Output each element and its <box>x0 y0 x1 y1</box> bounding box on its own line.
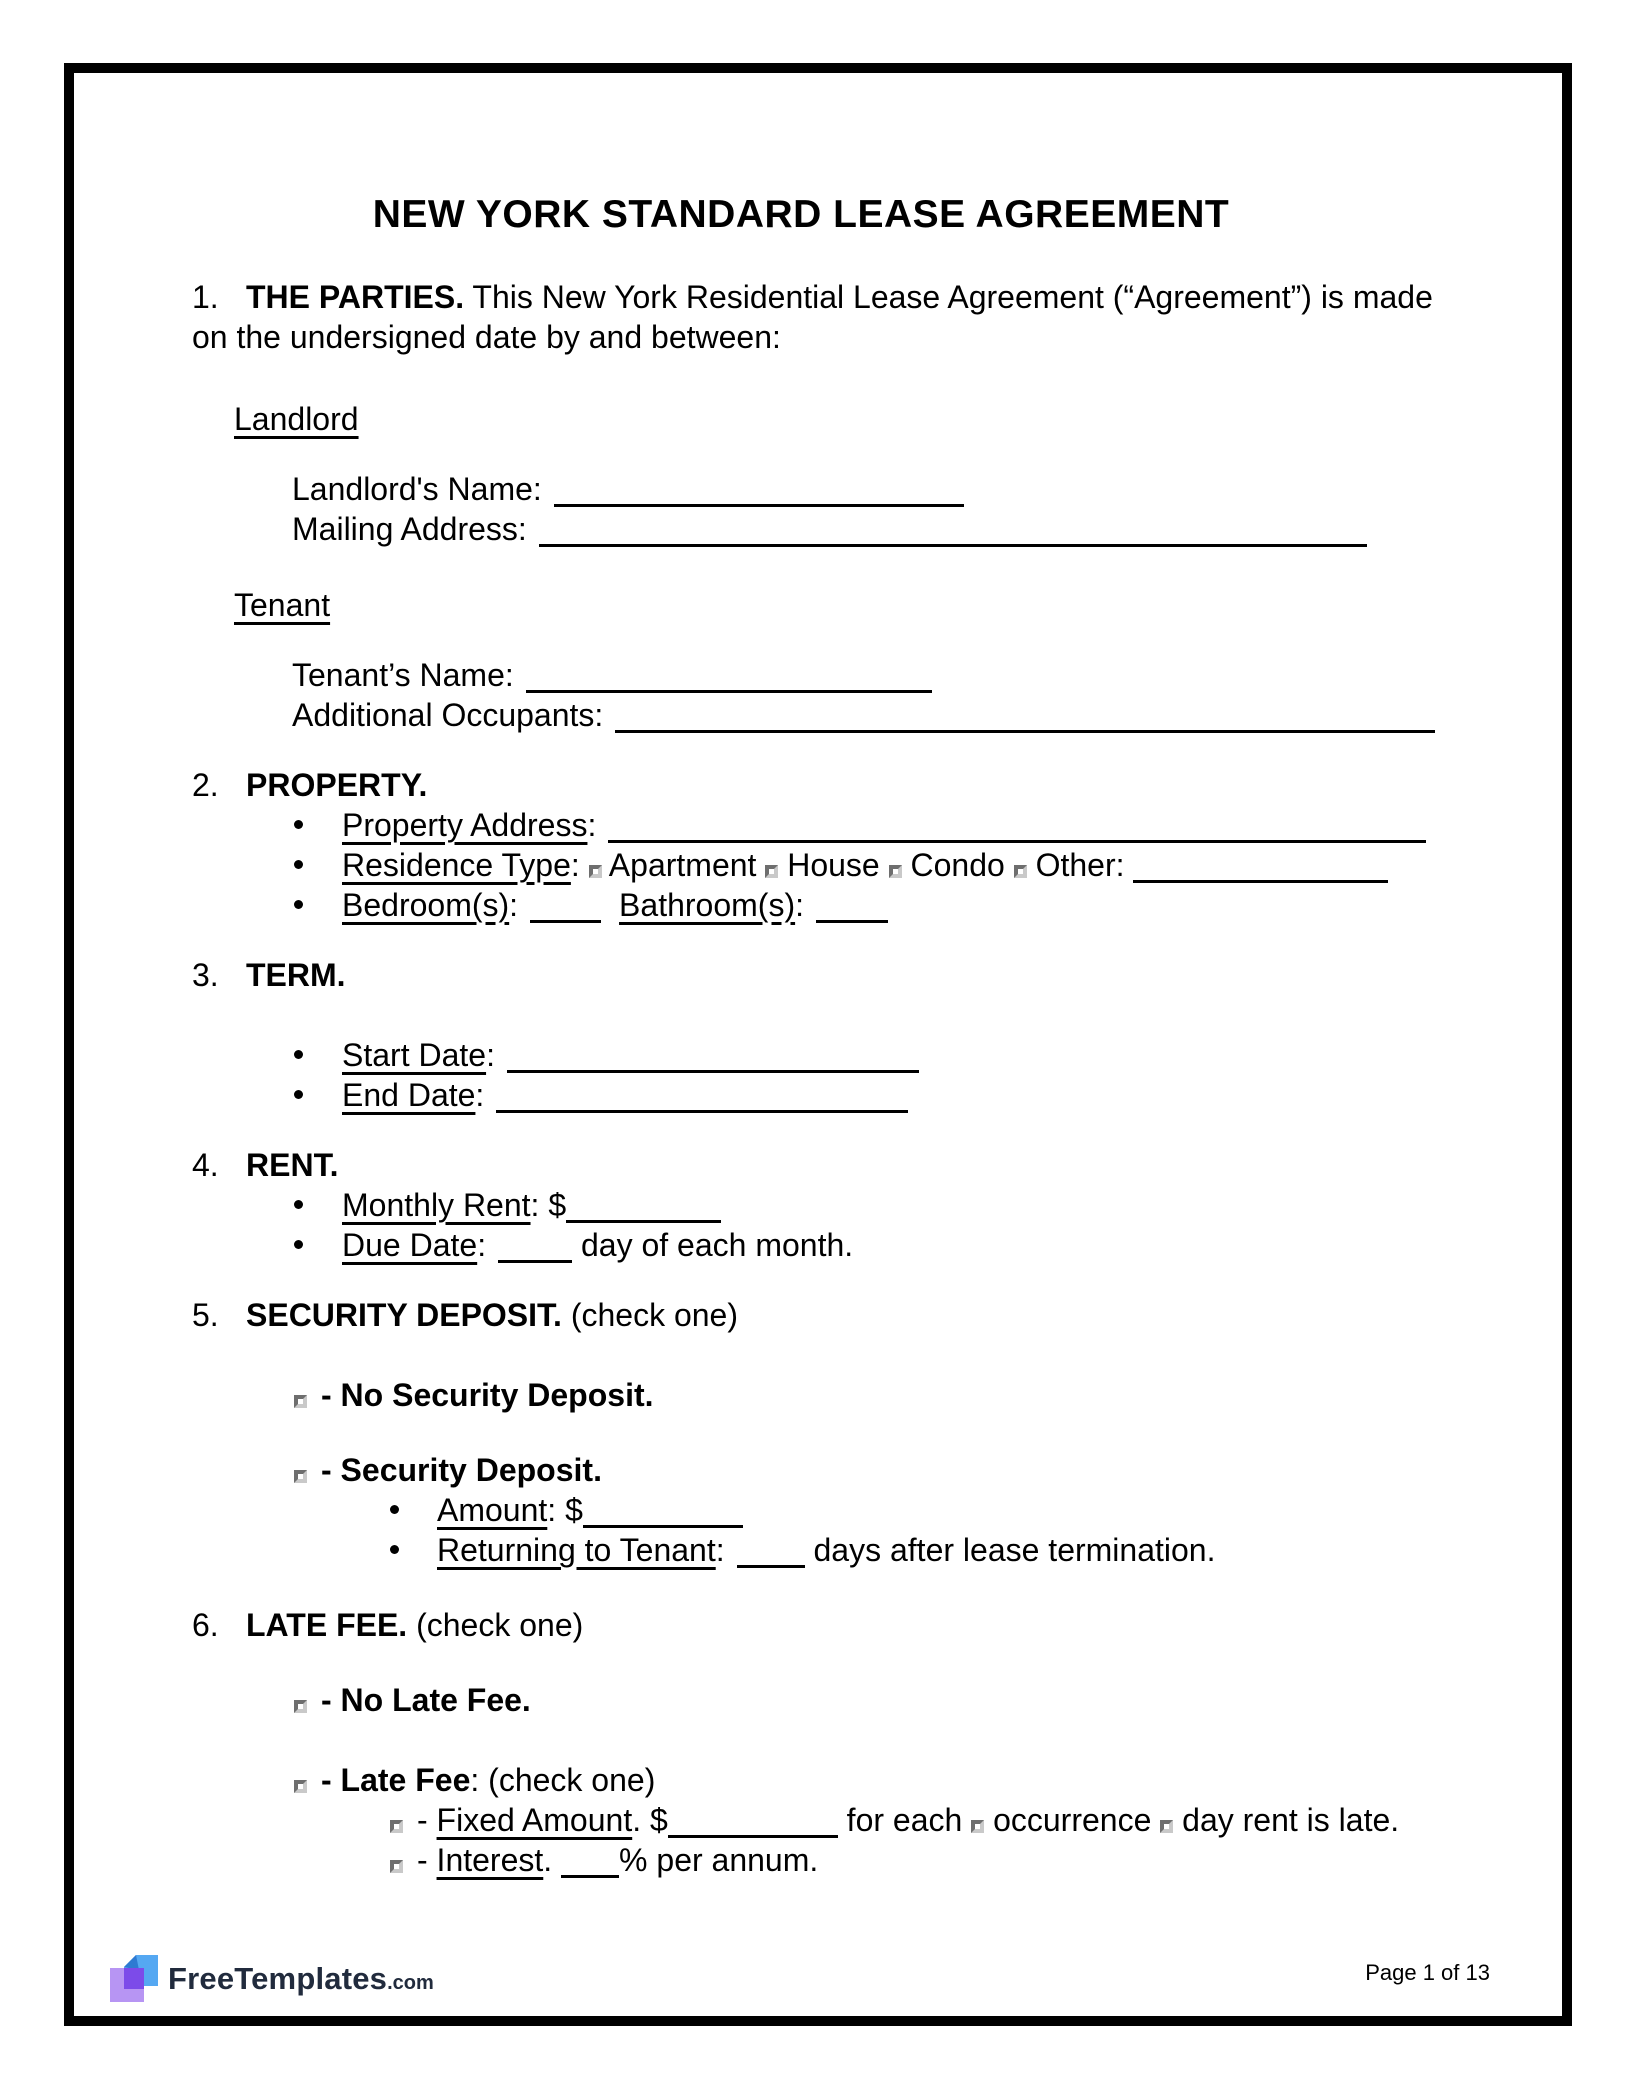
bedrooms-bathrooms-row <box>294 885 1472 925</box>
due-date-blank <box>498 1231 572 1263</box>
colon: : <box>530 1187 540 1223</box>
fixed-amount-label: Fixed Amount <box>436 1802 633 1838</box>
late-fee-note: : (check one) <box>470 1762 656 1798</box>
house-option-label: House <box>778 847 889 883</box>
interest-mid: . <box>543 1842 562 1878</box>
bullet-icon <box>294 860 303 869</box>
landlord-name-row <box>292 469 1472 509</box>
security-deposit-checkbox-icon <box>294 1470 307 1483</box>
section-2-heading: PROPERTY. <box>246 767 428 803</box>
section-3-heading-row <box>192 955 1472 995</box>
no-late-fee-label: - No Late Fee. <box>321 1682 531 1718</box>
start-date-label: Start Date <box>342 1037 487 1073</box>
no-security-deposit-row <box>294 1375 1472 1415</box>
bullet-icon <box>390 1545 399 1554</box>
due-date-row <box>294 1225 1472 1265</box>
landlord-fields <box>292 469 1472 549</box>
tenant-name-blank <box>526 661 932 693</box>
start-date-row <box>294 1035 1472 1075</box>
bullet-icon <box>294 900 303 909</box>
dash: - <box>417 1802 437 1838</box>
colon: : <box>587 807 597 843</box>
logo-brand-text: FreeTemplates <box>168 1960 388 1996</box>
section-4-heading: RENT. <box>246 1147 339 1183</box>
section-5-number: 5. <box>192 1297 219 1333</box>
occurrence-label: occurrence <box>984 1802 1161 1838</box>
logo-overlap-square <box>124 1968 144 1989</box>
section-2-heading-row <box>192 765 1472 805</box>
additional-occupants-blank <box>615 701 1435 733</box>
tenant-subheading: Tenant <box>234 587 331 623</box>
document-title: NEW YORK STANDARD LEASE AGREEMENT <box>372 193 1230 236</box>
additional-occupants-row <box>292 695 1472 735</box>
no-late-fee-row <box>294 1680 1472 1720</box>
page-number: Page 1 of 13 <box>1365 1960 1490 1985</box>
section-6-heading-row <box>192 1605 1472 1645</box>
bullet-icon <box>294 1090 303 1099</box>
apartment-option-label: Apartment <box>601 847 766 883</box>
colon: : <box>547 1492 557 1528</box>
dash: - <box>417 1842 437 1878</box>
section-1-paragraph <box>192 277 1472 357</box>
day-rent-label: day rent is late. <box>1173 1802 1400 1838</box>
section-5-heading-row <box>192 1295 1472 1335</box>
section-3-number: 3. <box>192 957 219 993</box>
section-5-note: (check one) <box>561 1297 738 1333</box>
section-5-heading: SECURITY DEPOSIT. <box>246 1297 562 1333</box>
section-4-number: 4. <box>192 1147 219 1183</box>
section-2-number: 2. <box>192 767 219 803</box>
bullet-icon <box>294 1200 303 1209</box>
tenant-name-label: Tenant’s Name: <box>292 657 514 693</box>
property-address-row <box>294 805 1472 845</box>
colon: : <box>795 887 804 923</box>
deposit-amount-row <box>390 1490 1472 1530</box>
due-date-suffix: day of each month. <box>572 1227 854 1263</box>
section-1-number: 1. <box>192 279 219 315</box>
deposit-amount-blank <box>583 1496 743 1528</box>
returning-suffix: days after lease termination. <box>804 1532 1216 1568</box>
apartment-checkbox-icon <box>589 865 602 878</box>
deposit-amount-label: Amount <box>437 1492 548 1528</box>
bedrooms-label: Bedroom(s) <box>342 887 510 923</box>
section-1-heading: THE PARTIES. <box>246 279 465 315</box>
bullet-icon <box>294 1240 303 1249</box>
returning-to-tenant-row <box>390 1530 1472 1570</box>
colon: : <box>477 1227 487 1263</box>
other-checkbox-icon <box>1014 865 1027 878</box>
section-6-heading: LATE FEE. <box>246 1607 408 1643</box>
start-date-blank <box>507 1041 919 1073</box>
residence-type-label: Residence Type <box>342 847 571 883</box>
security-deposit-label: - Security Deposit. <box>321 1452 602 1488</box>
end-date-blank <box>496 1081 908 1113</box>
mailing-address-label: Mailing Address: <box>292 511 527 547</box>
other-blank <box>1133 851 1388 883</box>
bullet-icon <box>294 1050 303 1059</box>
fixed-amount-blank <box>668 1806 838 1838</box>
condo-option-label: Condo <box>901 847 1014 883</box>
bullet-icon <box>294 820 303 829</box>
late-fee-label: - Late Fee <box>321 1762 471 1798</box>
bathrooms-label: Bathroom(s) <box>619 887 796 923</box>
fixed-amount-checkbox-icon <box>390 1820 403 1833</box>
logo-tld-text: .com <box>387 1971 434 1994</box>
section-6-number: 6. <box>192 1607 219 1643</box>
interest-label: Interest <box>436 1842 544 1878</box>
mailing-address-row <box>292 509 1472 549</box>
colon: : <box>486 1037 495 1073</box>
monthly-rent-label: Monthly Rent <box>342 1187 531 1223</box>
tenant-name-row <box>292 655 1472 695</box>
colon: : <box>509 887 519 923</box>
late-fee-row <box>294 1760 1472 1800</box>
term-bullets <box>192 1035 1472 1115</box>
no-security-deposit-label: - No Security Deposit. <box>321 1377 654 1413</box>
mailing-address-blank <box>539 515 1367 547</box>
security-deposit-row <box>294 1450 1472 1490</box>
fixed-amount-row <box>390 1800 1472 1840</box>
no-late-fee-checkbox-icon <box>294 1700 307 1713</box>
end-date-label: End Date <box>342 1077 476 1113</box>
late-fee-checkbox-icon <box>294 1780 307 1793</box>
section-3-heading: TERM. <box>246 957 346 993</box>
bedrooms-blank <box>530 891 601 923</box>
additional-occupants-label: Additional Occupants: <box>292 697 604 733</box>
document-content <box>192 73 1472 1880</box>
section-6-note: (check one) <box>407 1607 584 1643</box>
end-date-row <box>294 1075 1472 1115</box>
interest-row <box>390 1840 1472 1880</box>
occurrence-checkbox-icon <box>971 1820 984 1833</box>
dollar-sign: $ <box>649 1802 668 1838</box>
interest-checkbox-icon <box>390 1860 403 1873</box>
landlord-name-label: Landlord's Name: <box>292 471 542 507</box>
dollar-sign: $ <box>548 1187 567 1223</box>
section-1-body: This New York Residential Lease Agreement (“Agreement”) is made on the undersigned date by and between: <box>192 279 1433 355</box>
condo-checkbox-icon <box>889 865 902 878</box>
property-address-blank <box>608 811 1426 843</box>
bullet-icon <box>390 1505 399 1514</box>
freetemplates-logo-icon <box>110 1955 158 2002</box>
residence-type-row <box>294 845 1472 885</box>
colon: : <box>475 1077 485 1113</box>
no-security-deposit-checkbox-icon <box>294 1395 307 1408</box>
interest-suffix: % per annum. <box>619 1842 819 1878</box>
returning-to-tenant-label: Returning to Tenant <box>437 1532 716 1568</box>
landlord-name-blank <box>554 475 964 507</box>
freetemplates-logo <box>110 1955 434 2002</box>
tenant-fields <box>292 655 1472 735</box>
monthly-rent-row <box>294 1185 1472 1225</box>
day-rent-checkbox-icon <box>1160 1820 1173 1833</box>
section-4-heading-row <box>192 1145 1472 1185</box>
monthly-rent-blank <box>566 1191 721 1223</box>
for-each-text: for each <box>837 1802 972 1838</box>
landlord-subheading: Landlord <box>234 401 359 437</box>
house-checkbox-icon <box>765 865 778 878</box>
bathrooms-blank <box>816 891 888 923</box>
dollar-sign: $ <box>565 1492 583 1528</box>
colon: : <box>715 1532 725 1568</box>
fixed-amount-mid: . <box>632 1802 650 1838</box>
property-address-label: Property Address <box>342 807 588 843</box>
returning-days-blank <box>737 1536 805 1568</box>
interest-blank <box>561 1846 619 1878</box>
due-date-label: Due Date <box>342 1227 478 1263</box>
colon: : <box>570 847 580 883</box>
other-option-label: Other: <box>1026 847 1134 883</box>
